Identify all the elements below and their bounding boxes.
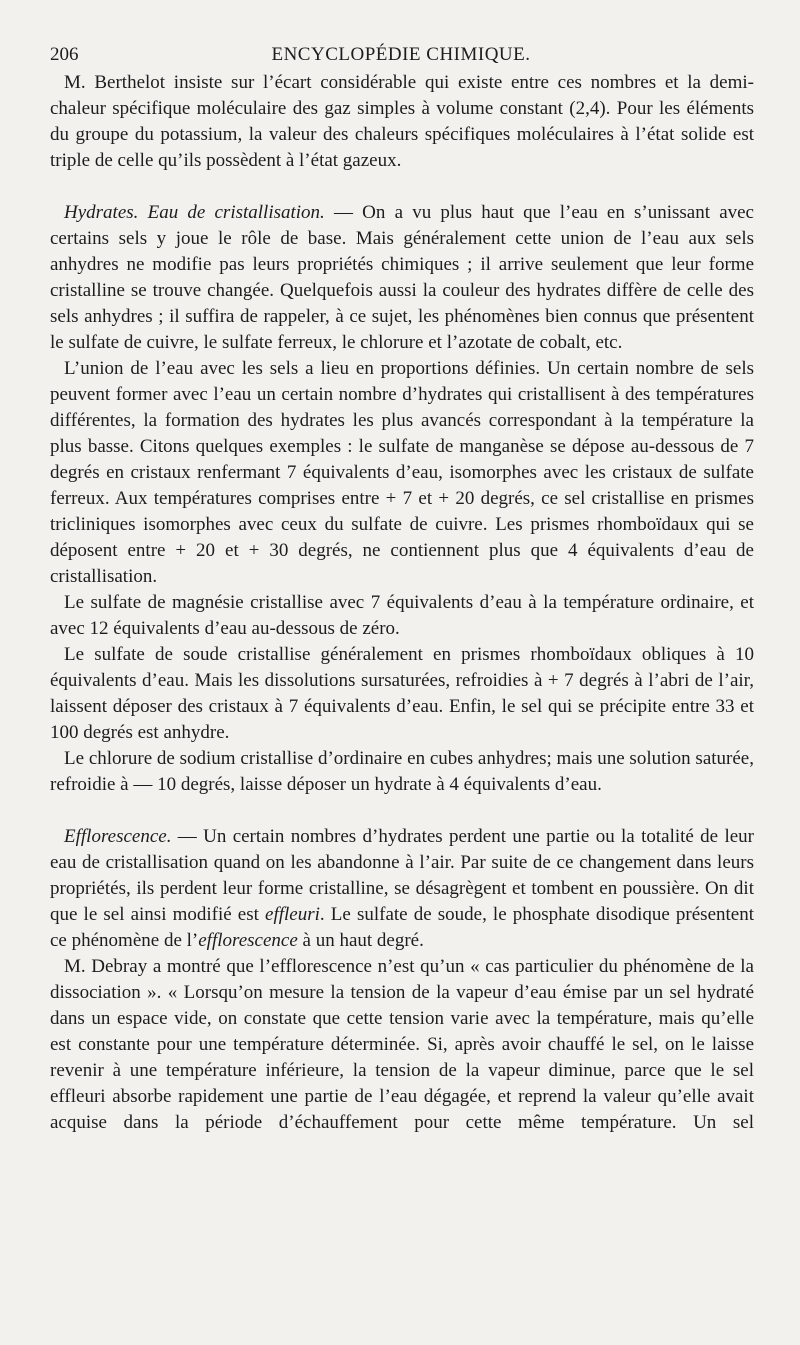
- paragraph-chlorure: Le chlorure de sodium cristallise d’ordinaire en cubes anhydres; mais une solution saturée, refroidie à — 10 degrés, laisse déposer un hydrate à 4 équivalents d’eau.: [50, 748, 754, 795]
- running-title: ENCYCLOPÉDIE CHIMIQUE.: [271, 44, 531, 65]
- paragraph-berthelot: M. Berthelot insiste sur l’écart considérable qui existe entre ces nombres et la demi-chaleur spécifique moléculaire des gaz simples à volume constant (2,4). Pour les éléments du groupe du potassium, la valeur des chaleurs spécifiques moléculaires à l’état solide est triple de celle qu’ils possèdent à l’état gazeux.: [50, 72, 754, 171]
- term-efflorescence: efflorescence: [198, 930, 298, 951]
- efflorescence-text-b: . Le sulfate de soude, le phosphate disodique présentent ce phénomène de l’: [50, 904, 754, 951]
- paragraph-hydrates-text: — On a vu plus haut que l’eau en s’unissant avec certains sels y joue le rôle de base. Mais généralement cette union de l’eau aux sels anhydres ne modifie pas leurs propriétés chimiques ; il arrive seulement que leur forme cristalline se trouve changée. Quelquefois aussi la couleur des hydrates diffère de celle des sels anhydres ; il suffira de rappeler, à ce sujet, les phénomènes bien connus que présentent le sulfate de cuivre, le sulfate ferreux, le chlorure et l’azotate de cobalt, etc.: [50, 202, 754, 353]
- page-header: [50, 44, 752, 68]
- section-title-efflorescence: Efflorescence.: [64, 826, 172, 847]
- term-effleuri: effleuri: [265, 904, 320, 925]
- efflorescence-text-c: à un haut degré.: [297, 930, 424, 951]
- page-number: 206: [50, 44, 79, 65]
- page-body: [50, 70, 754, 1136]
- section-title-hydrates: Hydrates. Eau de cristallisation.: [64, 202, 325, 223]
- paragraph-magnesie: Le sulfate de magnésie cristallise avec 7 équivalents d’eau à la température ordinaire, et avec 12 équivalents d’eau au-dessous de zéro.: [50, 592, 754, 639]
- paragraph-hydrates: [50, 200, 754, 356]
- paragraph-soude: Le sulfate de soude cristallise généralement en prismes rhomboïdaux obliques à 10 équivalents d’eau. Mais les dissolutions sursaturées, refroidies à + 7 degrés à l’abri de l’air, laissent déposer des cristaux à 7 équivalents d’eau. Enfin, le sel qui se précipite entre 33 et 100 degrés est anhydre.: [50, 644, 754, 743]
- paragraph-debray: M. Debray a montré que l’efflorescence n’est qu’un « cas particulier du phénomène de la dissociation ». « Lorsqu’on mesure la tension de la vapeur d’eau émise par un sel hydraté dans un espace vide, on constate que cette tension varie avec la température, mais qu’elle est constante pour une température déterminée. Si, après avoir chauffé le sel, on le laisse revenir à une température inférieure, la tension de la vapeur diminue, parce que le sel effleuri absorbe rapidement une partie de l’eau dégagée, et reprend la valeur qu’elle avait acquise dans la période d’échauffement pour cette même température. Un sel: [50, 956, 754, 1133]
- paragraph-efflorescence: [50, 824, 754, 954]
- efflorescence-text-a: — Un certain nombres d’hydrates perdent une partie ou la totalité de leur eau de cristallisation quand on les abandonne à l’air. Par suite de ce changement dans leurs propriétés, ils perdent leur forme cristalline, se désagrègent et tombent en poussière. On dit que le sel ainsi modifié est: [50, 826, 754, 925]
- paragraph-union: L’union de l’eau avec les sels a lieu en proportions définies. Un certain nombre de sels peuvent former avec l’eau un certain nombre d’hydrates qui cristallisent à des températures différentes, la formation des hydrates les plus avancés correspondant à la température la plus basse. Citons quelques exemples : le sulfate de manganèse se dépose au-dessous de 7 degrés en cristaux renfermant 7 équivalents d’eau, isomorphes avec les cristaux de sulfate ferreux. Aux températures comprises entre + 7 et + 20 degrés, ce sel cristallise en prismes tricliniques isomorphes avec ceux du sulfate de cuivre. Les prismes rhomboïdaux qui se déposent entre + 20 et + 30 degrés, ne contiennent plus que 4 équivalents d’eau de cristallisation.: [50, 358, 754, 587]
